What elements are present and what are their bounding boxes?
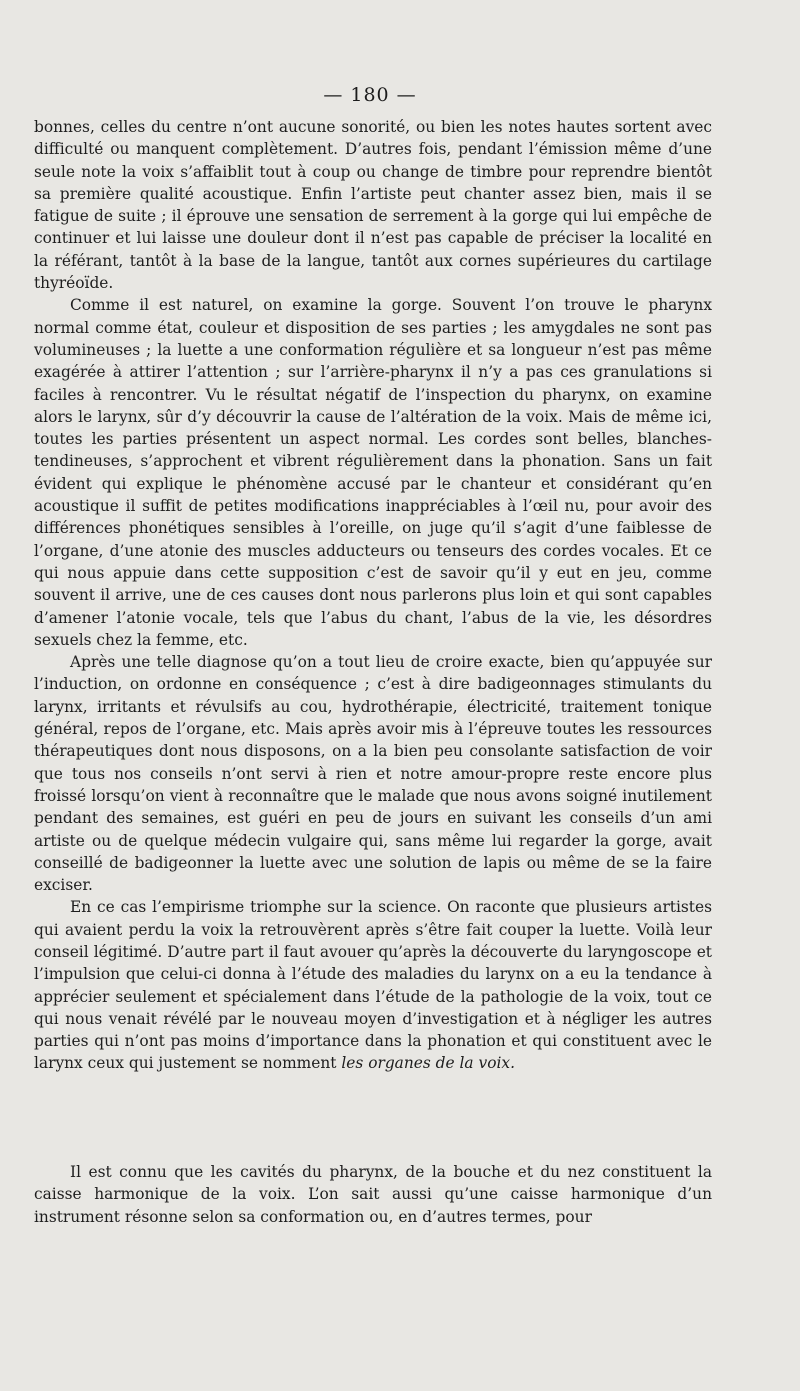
paragraph-3: Après une telle diagnose qu’on a tout lieu de croire exacte, bien qu’appuyée sur l’induction, on ordonne en conséquence ; c’est à dire badigeonnages stimulants du larynx, irritants et révulsifs au cou, hydrothérapie, électricité, traitement tonique général, repos de l’organe, etc. Mais après avoir mis à l’épreuve toutes les ressources thérapeutiques dont nous disposons, on a la bien peu consolante satisfaction de voir que tous nos conseils n’ont servi à rien et notre amour-propre reste encore plus froissé lorsqu’on vient à reconnaître que le malade que nous avons soigné inutilement pendant des semaines, est guéri en peu de jours en suivant les conseils d’un ami artiste ou de quelque médecin vulgaire qui, sans même lui regarder la gorge, avait conseillé de badigeonner la luette avec une solution de lapis ou même de se la faire exciser.	[34, 653, 712, 895]
closing-text-block	[34, 1161, 712, 1228]
paragraph-5: Il est connu que les cavités du pharynx, de la bouche et du nez constituent la caisse harmonique de la voix. L’on sait aussi qu’une caisse harmonique d’un instrument résonne selon sa conformation ou, en d’autres termes, pour	[34, 1163, 712, 1226]
main-text-block	[34, 116, 712, 1075]
paragraph-1: bonnes, celles du centre n’ont aucune sonorité, ou bien les notes hautes sortent avec difficulté ou manquent complètement. D’autres fois, pendant l’émission même d’une seule note la voix s’affaiblit tout à coup ou change de timbre pour reprendre bientôt sa première qualité acoustique. Enfin l’artiste peut chanter assez bien, mais il se fatigue de suite ; il éprouve une sensation de serrement à la gorge qui lui empêche de continuer et lui laisse une douleur dont il n’est pas capable de préciser la localité en la référant, tantôt à la base de la langue, tantôt aux cornes supérieures du cartilage thyréoïde.	[34, 118, 712, 293]
paragraph-4-italic-term: les organes de la voix.	[341, 1054, 515, 1073]
paragraph-4	[34, 896, 712, 1074]
paragraph-4-text: En ce cas l’empirisme triomphe sur la science. On raconte que plusieurs artistes qui avaient perdu la voix la retrouvèrent après s’être fait couper la luette. Voilà leur conseil légitimé. D’autre part il faut avouer qu’après la découverte du laryngoscope et l’impulsion que celui-ci donna à l’étude des maladies du larynx on a eu la tendance à apprécier seulement et spécialement dans l’étude de la pathologie de la voix, tout ce qui nous venait révélé par le nouveau moyen d’investigation et à négliger les autres parties qui n’ont pas moins d’importance dans la phonation et qui constituent avec le larynx ceux qui justement se nomment	[34, 898, 712, 1073]
paragraph-2: Comme il est naturel, on examine la gorge. Souvent l’on trouve le pharynx normal comme état, couleur et disposition de ses parties ; les amygdales ne sont pas volumineuses ; la luette a une conformation régulière et sa longueur n’est pas même exagérée à attirer l’attention ; sur l’arrière-pharynx il n’y a pas ces granulations si faciles à rencontrer. Vu le résultat négatif de l’inspection du pharynx, on examine alors le larynx, sûr d’y découvrir la cause de l’altération de la voix. Mais de même ici, toutes les parties présentent un aspect normal. Les cordes sont belles, blanches-tendineuses, s’approchent et vibrent régulièrement dans la phonation. Sans un fait évident qui explique le phénomène accusé par le chanteur et considérant qu’en acoustique il suffit de petites modifications inappréciables à l’œil nu, pour avoir des différences phonétiques sensibles à l’oreille, on juge qu’il s’agit d’une faiblesse de l’organe, d’une atonie des muscles adducteurs ou tenseurs des cordes vocales. Et ce qui nous appuie dans cette supposition c’est de savoir qu’il y eut en jeu, comme souvent il arrive, une de ces causes dont nous parlerons plus loin et qui sont capables d’amener l’atonie vocale, tels que l’abus du chant, l’abus de la vie, les désordres sexuels chez la femme, etc.	[34, 296, 712, 649]
page-number: — 180 —	[323, 84, 417, 106]
